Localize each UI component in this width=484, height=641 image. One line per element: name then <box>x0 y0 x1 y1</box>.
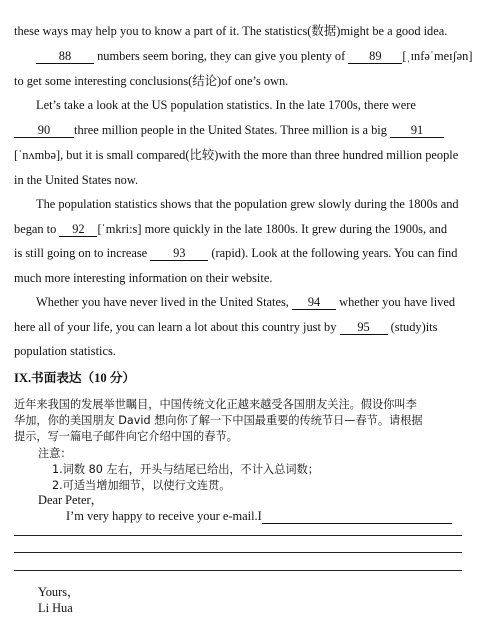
passage-line <box>14 295 484 310</box>
line-text: much more interesting information on their website. <box>14 271 273 285</box>
line-text: these ways may help you to know a part of it. The statistics(数据)might be a good idea. <box>14 24 448 38</box>
passage-line <box>14 24 484 39</box>
blank-90[interactable] <box>14 124 74 138</box>
line-text: (rapid). Look at the following years. You can find <box>211 246 458 260</box>
blank-91[interactable] <box>390 124 444 138</box>
note-item: 1.词数 80 左右，开头与结尾已给出，不计入总词数； <box>52 463 319 476</box>
passage-line <box>14 74 484 89</box>
opening-text: I’m very happy to receive your e-mail.I <box>66 509 262 523</box>
line-text: The population statistics shows that the population grew slowly during the 1800s and <box>36 197 459 211</box>
line-text: [ˈnʌmbə], but it is small compared(比较)with the more than three hundred million people <box>14 148 459 162</box>
prompt-line: 华加，你的美国朋友 David 想向你了解一下中国最重要的传统节日—春节。请根据 <box>14 414 423 427</box>
greeting: Dear Peter， <box>38 493 104 507</box>
line-text: is still going on to increase <box>14 246 148 260</box>
opening-line <box>66 509 484 524</box>
passage-line <box>14 246 484 261</box>
line-text: [ˈmkri:s] more quickly in the late 1800s. It grew during the 1900s, and <box>97 222 448 236</box>
line-text: in the United States now. <box>14 173 139 187</box>
passage-line <box>14 123 484 138</box>
line-text: here all of your life, you can learn a lot about this country just by <box>14 320 337 334</box>
blank-93[interactable] <box>150 247 208 261</box>
blank-number: 88 <box>58 49 72 63</box>
blank-number: 93 <box>173 246 186 260</box>
passage-line <box>14 197 484 212</box>
blank-94[interactable] <box>292 296 336 310</box>
line-text: numbers seem boring, they can give you plenty of <box>97 49 346 63</box>
answer-line-3[interactable] <box>14 552 462 553</box>
blank-95[interactable] <box>340 321 388 335</box>
line-text: whether you have lived <box>339 295 456 309</box>
passage-line <box>14 344 484 359</box>
blank-number: 89 <box>369 49 382 63</box>
passage-line <box>14 222 484 237</box>
note-item: 2.可适当增加细节，以使行文连贯。 <box>52 479 231 492</box>
line-text: to get some interesting conclusions(结论)of one’s own. <box>14 74 289 88</box>
blank-88[interactable] <box>36 50 94 64</box>
line-text: (study)its <box>390 320 438 334</box>
signature: Li Hua <box>38 601 73 615</box>
passage-line <box>14 49 484 64</box>
answer-line-1[interactable] <box>262 510 452 524</box>
notes-label: 注意： <box>38 447 72 460</box>
closing: Yours， <box>38 585 80 599</box>
blank-number: 94 <box>307 295 321 309</box>
phonetic: [ˌɪnfəˈmeɪʃən] <box>402 49 473 63</box>
blank-89[interactable] <box>348 50 402 64</box>
prompt-line: 提示，写一篇电子邮件向它介绍中国的春节。 <box>14 430 238 443</box>
passage-line <box>14 98 484 113</box>
section-heading: IX.书面表达（10 分） <box>14 371 136 385</box>
blank-number: 95 <box>357 320 370 334</box>
blank-number: 91 <box>410 123 424 137</box>
line-text: Whether you have never lived in the United States, <box>36 295 289 309</box>
blank-number: 90 <box>37 123 51 137</box>
answer-line-2[interactable] <box>14 535 462 536</box>
passage-line <box>14 271 484 286</box>
passage-line <box>14 148 484 163</box>
passage-line <box>14 173 484 188</box>
blank-92[interactable] <box>59 223 97 237</box>
line-text: population statistics. <box>14 344 116 358</box>
line-text: three million people in the United States. Three million is a big <box>74 123 387 137</box>
passage-line <box>14 320 484 335</box>
prompt-line: 近年来我国的发展举世瞩目，中国传统文化正越来越受各国朋友关注。假设你叫李 <box>14 398 417 411</box>
answer-line-4[interactable] <box>14 570 462 571</box>
blank-number: 92 <box>72 222 85 236</box>
line-text: Let’s take a look at the US population statistics. In the late 1700s, there were <box>36 98 416 112</box>
line-text: began to <box>14 222 57 236</box>
